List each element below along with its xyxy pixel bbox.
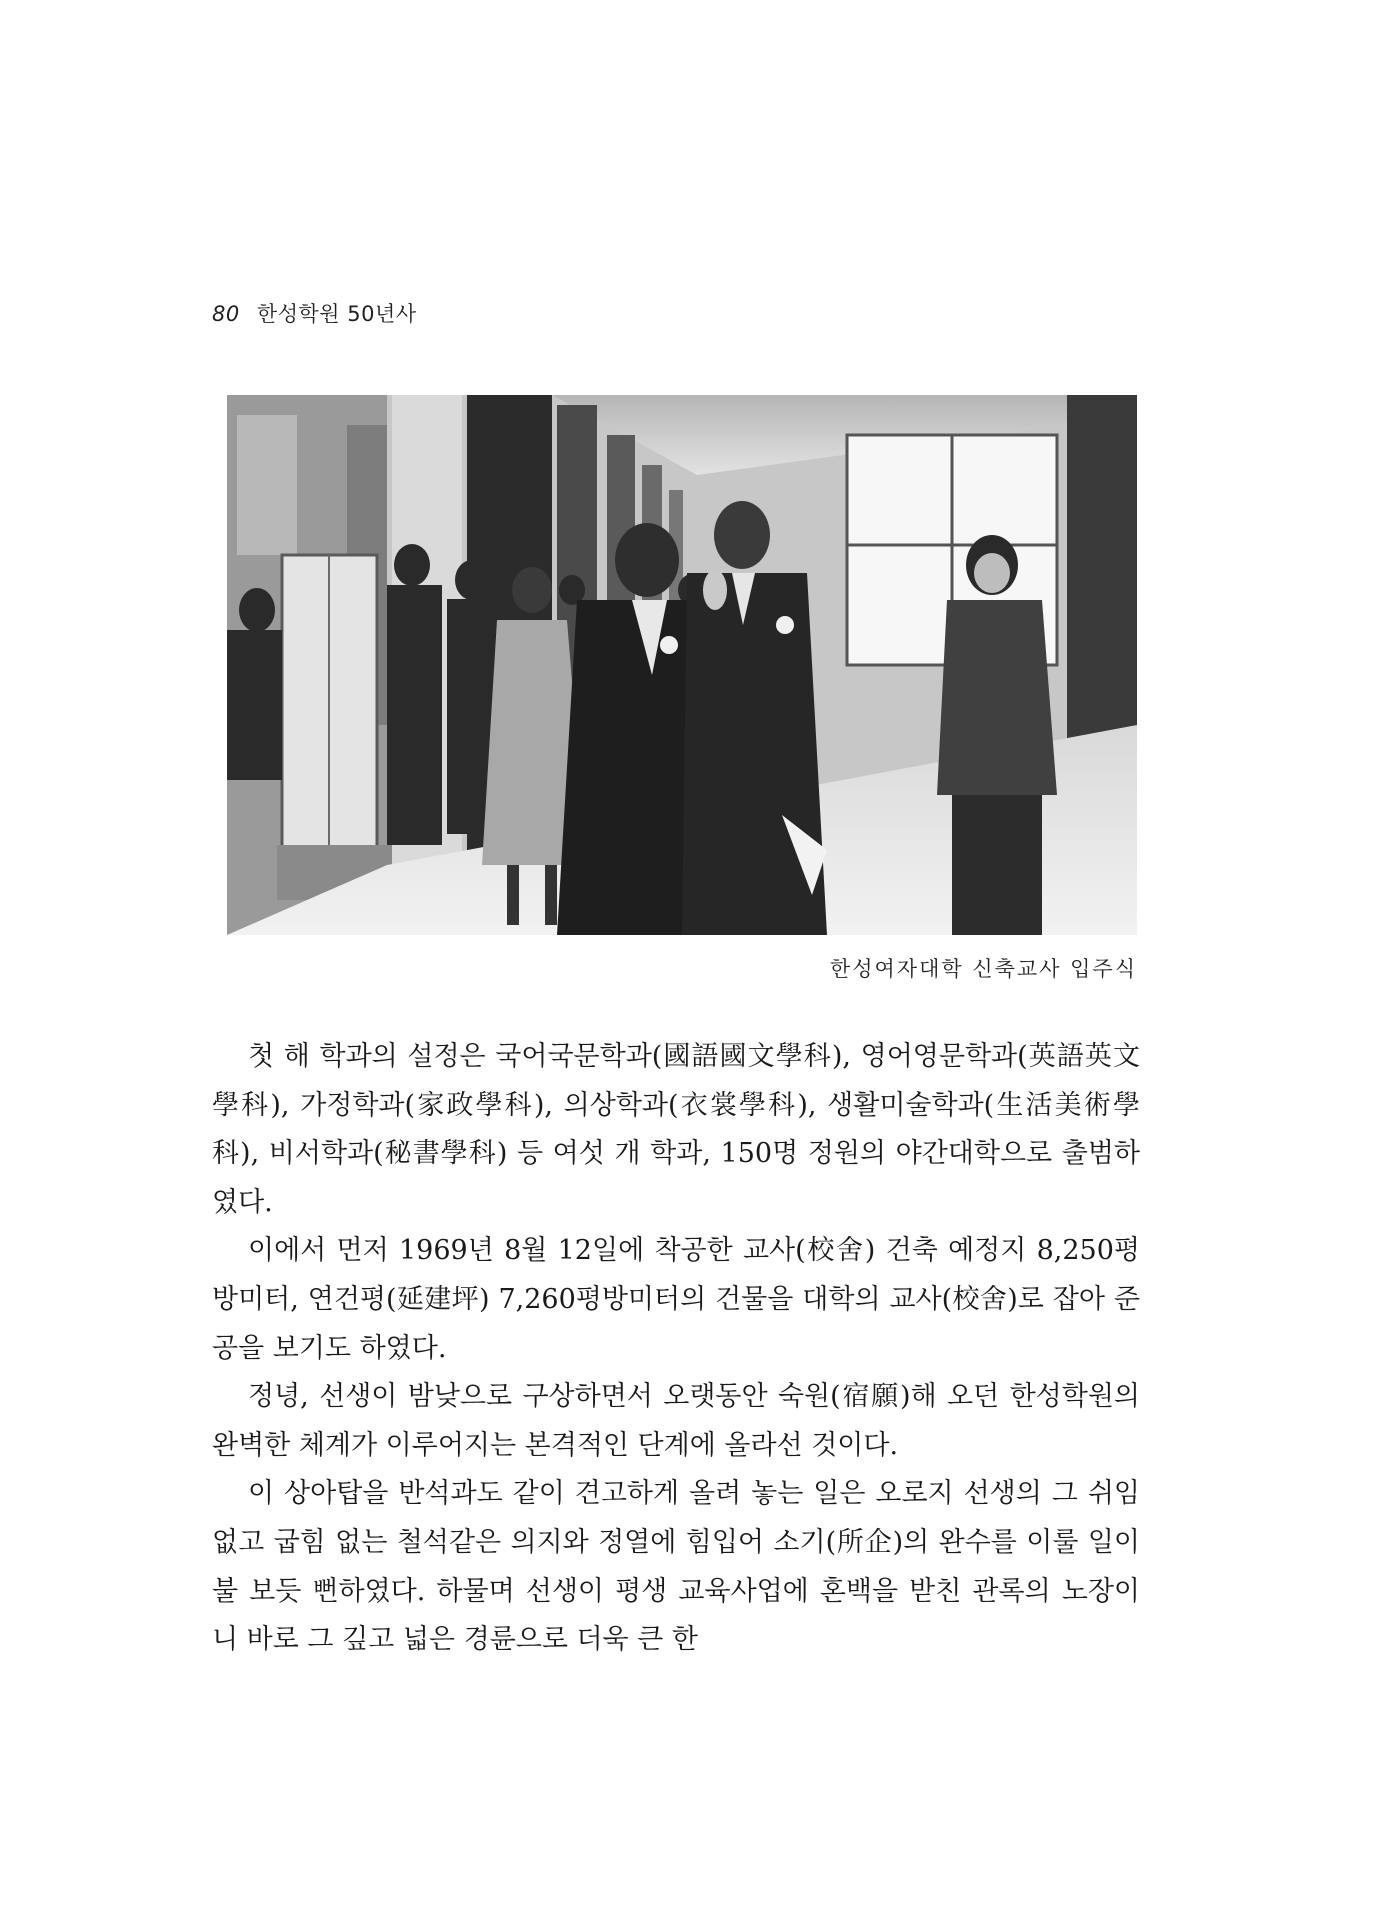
- paragraph: 정녕, 선생이 밤낮으로 구상하면서 오랫동안 숙원(宿願)해 오던 한성학원의 완벽한 체계가 이루어지는 본격적인 단계에 올라선 것이다.: [212, 1381, 1140, 1461]
- running-head: [212, 298, 417, 328]
- photo-caption: 한성여자대학 신축교사 입주식: [829, 957, 1137, 981]
- paragraph: 이에서 먼저 1969년 8월 12일에 착공한 교사(校舍) 건축 예정지 8,250평방미터, 연건평(延建坪) 7,260평방미터의 건물을 대학의 교사(校舍)로 잡아 준공을 보기도 하였다.: [212, 1235, 1140, 1364]
- book-title: 한성학원 50년사: [256, 302, 417, 326]
- paragraph: 첫 해 학과의 설정은 국어국문학과(國語國文學科), 영어영문학과(英語英文學科), 가정학과(家政學科), 의상학과(衣裳學科), 생활미술학과(生活美術學科), 비서학과(秘書學科) 등 여섯 개 학과, 150명 정원의 야간대학으로 출범하였다.: [212, 1041, 1140, 1218]
- ceremony-photo: [227, 395, 1137, 935]
- paragraph: 이 상아탑을 반석과도 같이 견고하게 올려 놓는 일은 오로지 선생의 그 쉬임 없고 굽힘 없는 철석같은 의지와 정열에 힘입어 소기(所企)의 완수를 이룰 일이 불 보듯 뻔하였다. 하물며 선생이 평생 교육사업에 혼백을 받친 관록의 노장이니 바로 그 깊고 넓은 경륜으로 더욱 큰 한: [212, 1478, 1140, 1656]
- page-number: 80: [212, 302, 240, 326]
- body-text: [212, 1033, 1140, 1665]
- ceremony-photo-illustration: [227, 395, 1137, 935]
